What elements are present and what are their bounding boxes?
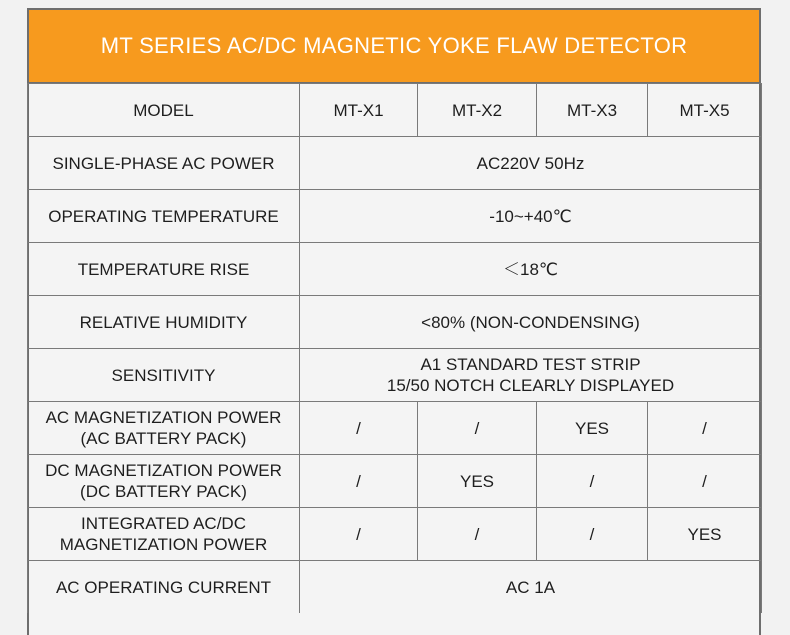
sensitivity-label: SENSITIVITY [28, 349, 300, 402]
model-header-label: MODEL [28, 84, 300, 137]
table-row-operating-temperature [28, 190, 762, 243]
model-mt-x2: MT-X2 [418, 84, 537, 137]
spec-sheet [27, 8, 761, 635]
table-row-humidity [28, 296, 762, 349]
table-row-model [28, 84, 762, 137]
table-row-integrated-magnetization [28, 508, 762, 561]
humidity-label: RELATIVE HUMIDITY [28, 296, 300, 349]
sensitivity-value-line2: 15/50 NOTCH CLEARLY DISPLAYED [386, 376, 675, 395]
dc-magnetization-mt-x5: / [648, 455, 762, 508]
integrated-magnetization-label-line1: INTEGRATED AC/DC [81, 514, 246, 533]
humidity-value: <80% (NON-CONDENSING) [300, 296, 762, 349]
page-title: MT SERIES AC/DC MAGNETIC YOKE FLAW DETECTOR [29, 10, 759, 84]
ac-magnetization-mt-x3: YES [537, 402, 648, 455]
power-value: AC220V 50Hz [300, 137, 762, 190]
sensitivity-value-line1: A1 STANDARD TEST STRIP [420, 355, 641, 374]
table-row-power [28, 137, 762, 190]
table-row-dc-magnetization [28, 455, 762, 508]
table-row-temperature-rise [28, 243, 762, 296]
model-mt-x5: MT-X5 [648, 84, 762, 137]
ac-magnetization-label-line1: AC MAGNETIZATION POWER [45, 408, 282, 427]
operating-current-value: AC 1A [300, 561, 762, 614]
ac-magnetization-mt-x1: / [300, 402, 418, 455]
dc-magnetization-mt-x2: YES [418, 455, 537, 508]
operating-temperature-value: -10~+40℃ [300, 190, 762, 243]
power-label: SINGLE-PHASE AC POWER [28, 137, 300, 190]
dc-magnetization-label-line1: DC MAGNETIZATION POWER [45, 461, 282, 480]
table-row-ac-magnetization [28, 402, 762, 455]
integrated-magnetization-label [28, 508, 300, 561]
operating-current-label: AC OPERATING CURRENT [28, 561, 300, 614]
table-row-operating-current [28, 561, 762, 614]
sensitivity-value [300, 349, 762, 402]
integrated-magnetization-mt-x5: YES [648, 508, 762, 561]
dc-magnetization-mt-x3: / [537, 455, 648, 508]
operating-temperature-label: OPERATING TEMPERATURE [28, 190, 300, 243]
spec-table [27, 83, 762, 613]
table-row-sensitivity [28, 349, 762, 402]
dc-magnetization-mt-x1: / [300, 455, 418, 508]
integrated-magnetization-mt-x2: / [418, 508, 537, 561]
integrated-magnetization-label-line2: MAGNETIZATION POWER [59, 535, 268, 554]
ac-magnetization-label-line2: (AC BATTERY PACK) [80, 429, 247, 448]
ac-magnetization-label [28, 402, 300, 455]
temperature-rise-value: ＜18℃ [300, 243, 762, 296]
ac-magnetization-mt-x2: / [418, 402, 537, 455]
temperature-rise-label: TEMPERATURE RISE [28, 243, 300, 296]
dc-magnetization-label [28, 455, 300, 508]
integrated-magnetization-mt-x3: / [537, 508, 648, 561]
dc-magnetization-label-line2: (DC BATTERY PACK) [80, 482, 247, 501]
integrated-magnetization-mt-x1: / [300, 508, 418, 561]
model-mt-x1: MT-X1 [300, 84, 418, 137]
model-mt-x3: MT-X3 [537, 84, 648, 137]
ac-magnetization-mt-x5: / [648, 402, 762, 455]
